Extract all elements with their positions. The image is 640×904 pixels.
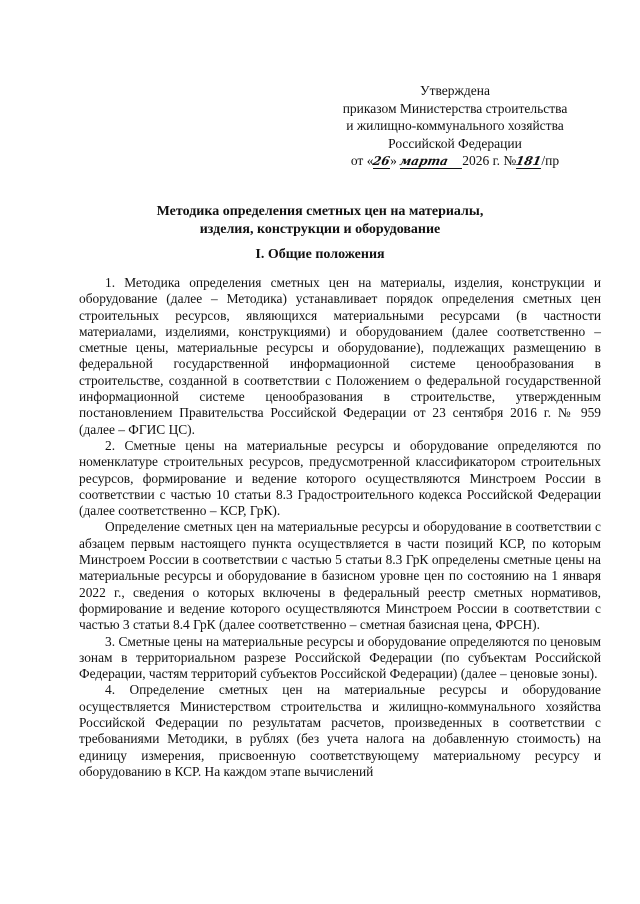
approval-number-handwritten: 181 (515, 154, 543, 168)
approval-from: от « (350, 153, 374, 168)
section-heading: I. Общие положения (255, 247, 385, 262)
approval-date-line (330, 152, 580, 170)
approval-line-3: и жилищно-коммунального хозяйства (346, 118, 564, 133)
document-body (79, 275, 601, 780)
approval-line-2: приказом Министерства строительства (342, 100, 568, 116)
title-line-1: Методика определения сметных цен на материалы, (156, 204, 484, 219)
paragraph: 1. Методика определения сметных цен на материалы, изделия, конструкции и оборудование (далее – Методика) устанавливает порядок определения сметных цен строительных ресурсов, являющихся материальными ресурсами (в частности материалами, изделиями, конструкциями) и оборудованием (далее соответственно – сметные цены, материальные ресурсы и оборудование), подлежащих размещению в федеральной государственной информационной системе ценообразования в строительстве, созданной в соответствии с Положением о федеральной государственной информационной системе ценообразования в строительстве, утвержденным постановлением Правительства Российской Федерации от 23 сентября 2016 г. № 959 (далее – ФГИС ЦС). (79, 275, 601, 437)
paragraph: 2. Сметные цены на материальные ресурсы и оборудование определяются по номенклатуре строительных ресурсов, предусмотренной классификатором строительных ресурсов, формирование и ведение которого осуществляются Минстроем России в соответствии с частью 10 статьи 8.3 Градостроительного кодекса Российской Федерации (далее соответственно – КСР, ГрК). (79, 437, 601, 519)
document-title (100, 203, 540, 239)
paragraph: 3. Сметные цены на материальные ресурсы и оборудование определяются по ценовым зонам в территориальном разрезе Российской Федерации (по субъектам Российской Федерации, частям территорий субъектов Российской Федерации) (далее – ценовые зоны). (79, 633, 601, 682)
approval-block (330, 82, 580, 170)
approval-day-handwritten: 26 (372, 154, 392, 168)
approval-line-1: Утверждена (420, 83, 490, 98)
approval-close-quote: » (390, 153, 397, 168)
approval-year-prefix: 2026 г. № (462, 153, 517, 168)
paragraph: Определение сметных цен на материальные ресурсы и оборудование в соответствии с абзацем первым настоящего пункта осуществляется в части позиций КСР, по которым Минстроем России в соответствии с частью 5 статьи 8.3 ГрК определены сметные цены на материальные ресурсы и оборудование в базисном уровне цен по состоянию на 1 января 2022 г., сведения о которых включены в федеральный реестр сметных нормативов, формирование и ведение которого осуществляются Минстроем России в соответствии с частью 3 статьи 8.4 ГрК (далее соответственно – сметная базисная цена, ФРСН). (79, 519, 601, 633)
title-line-2: изделия, конструкции и оборудование (199, 222, 441, 237)
approval-suffix: /пр (541, 153, 560, 168)
approval-line-4: Российской Федерации (388, 135, 522, 151)
paragraph: 4. Определение сметных цен на материальные ресурсы и оборудование осуществляется Министерством строительства и жилищно-коммунального хозяйства Российской Федерации по результатам расчетов, произведенных в соответствии с требованиями Методики, в рублях (без учета налога на добавленную стоимость) на единицу измерения, присвоенную соответствующему материальному ресурсу и оборудованию в КСР. На каждом этапе вычислений (79, 682, 601, 779)
approval-month-handwritten: марта (398, 154, 450, 168)
